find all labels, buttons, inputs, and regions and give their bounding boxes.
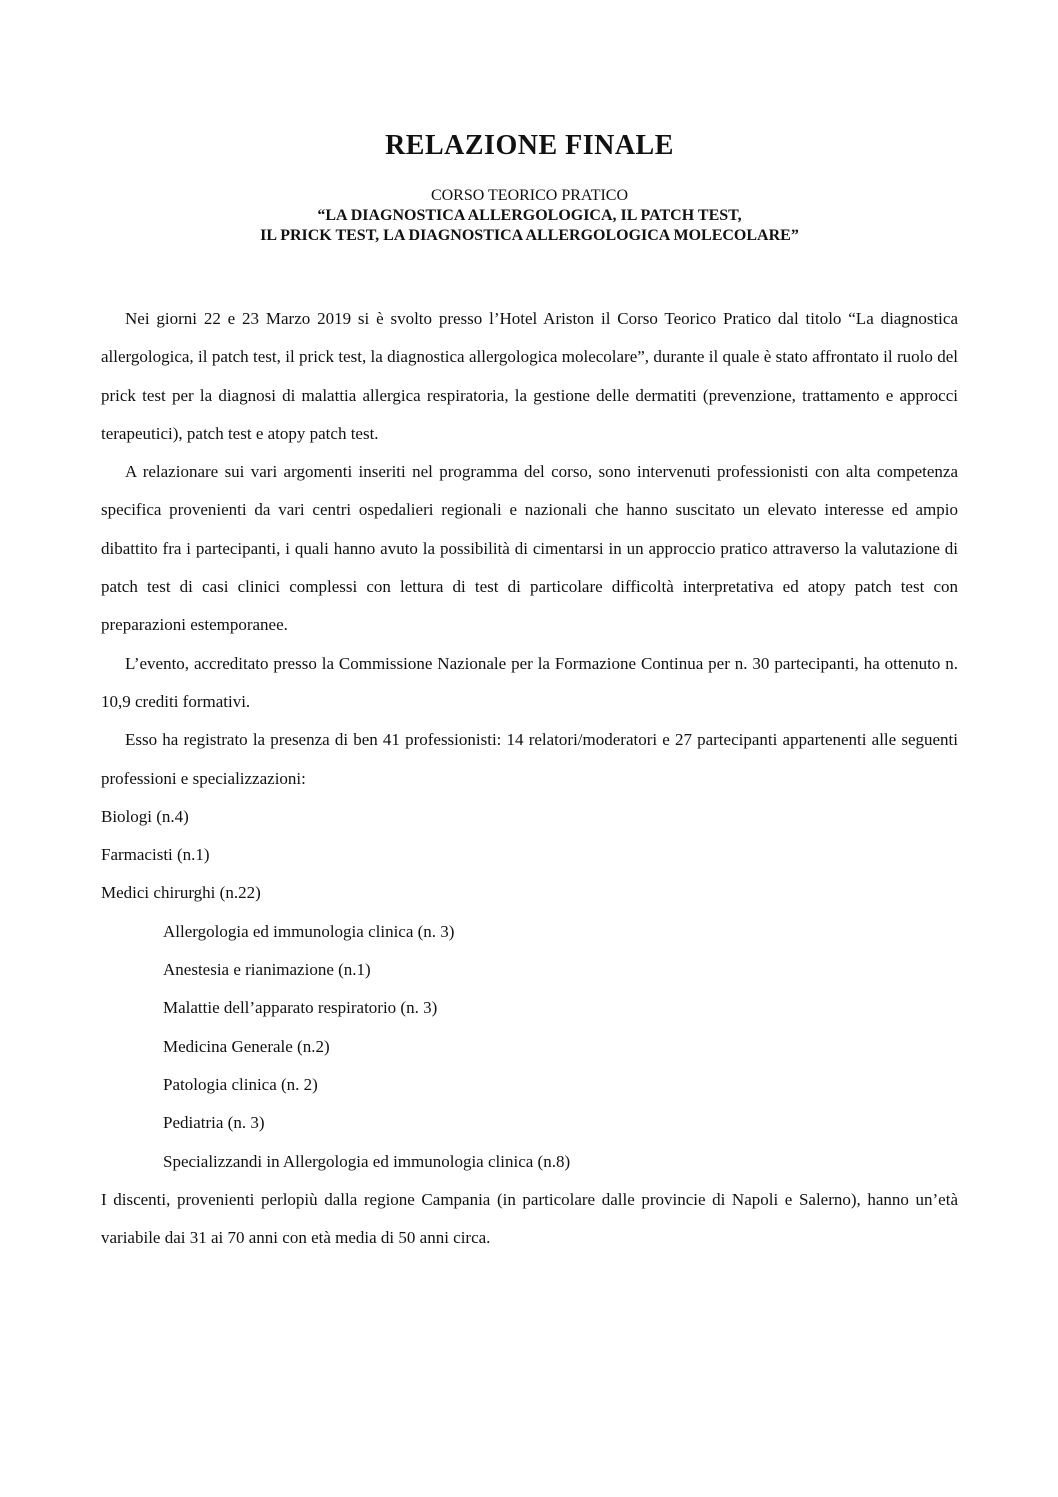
document-body [101,300,958,1257]
course-title-line-1: “LA DIAGNOSTICA ALLERGOLOGICA, IL PATCH TEST, [317,207,742,224]
document-page [101,118,958,1257]
list-item: Medicina Generale (n.2) [163,1036,330,1056]
course-type: CORSO TEORICO PRATICO [430,187,629,204]
profession-medici-chirurghi: Medici chirurghi (n.22) [101,883,261,903]
paragraph-accreditation: L’evento, accreditato presso la Commissione Nazionale per la Formazione Continua per n. 30 partecipanti, ha ottenuto n. 10,9 crediti formativi. [101,653,958,711]
profession-biologi: Biologi (n.4) [101,806,189,826]
paragraph-intro: Nei giorni 22 e 23 Marzo 2019 si è svolto presso l’Hotel Ariston il Corso Teorico Pratico dal titolo “La diagnostica allergologica, il patch test, il prick test, la diagnostica allergologica molecolare”, durante il quale è stato affrontato il ruolo del prick test per la diagnosi di malattia allergica respiratoria, la gestione delle dermatiti (prevenzione, trattamento e approcci terapeutici), patch test e atopy patch test. [101,309,958,443]
document-title: RELAZIONE FINALE [385,130,674,161]
specialization-list [101,913,958,1181]
list-item: Specializzandi in Allergologia ed immunologia clinica (n.8) [163,1151,571,1171]
list-item: Allergologia ed immunologia clinica (n. 3) [163,921,455,941]
paragraph-demographics: I discenti, provenienti perlopiù dalla regione Campania (in particolare dalle provincie di Napoli e Salerno), hanno un’età variabile dai 31 ai 70 anni con età media di 50 anni circa. [101,1189,958,1248]
paragraph-attendance: Esso ha registrato la presenza di ben 41 professionisti: 14 relatori/moderatori e 27 partecipanti appartenenti alle seguenti professioni e specializzazioni: [101,730,958,788]
profession-farmacisti: Farmacisti (n.1) [101,845,210,865]
list-item: Malattie dell’apparato respiratorio (n. 3) [163,998,438,1018]
course-title-line-2: IL PRICK TEST, LA DIAGNOSTICA ALLERGOLOGICA MOLECOLARE” [260,227,799,244]
list-item: Pediatria (n. 3) [163,1113,265,1133]
list-item: Patologia clinica (n. 2) [163,1074,318,1094]
paragraph-speakers: A relazionare sui vari argomenti inseriti nel programma del corso, sono intervenuti professionisti con alta competenza specifica provenienti da vari centri ospedalieri regionali e nazionali che hanno suscitato un elevato interesse ed ampio dibattito fra i partecipanti, i quali hanno avuto la possibilità di cimentarsi in un approccio pratico attraverso la valutazione di patch test di casi clinici complessi con lettura di test di particolare difficoltà interpretativa ed atopy patch test con preparazioni estemporanee. [101,462,958,635]
list-item: Anestesia e rianimazione (n.1) [163,960,371,980]
